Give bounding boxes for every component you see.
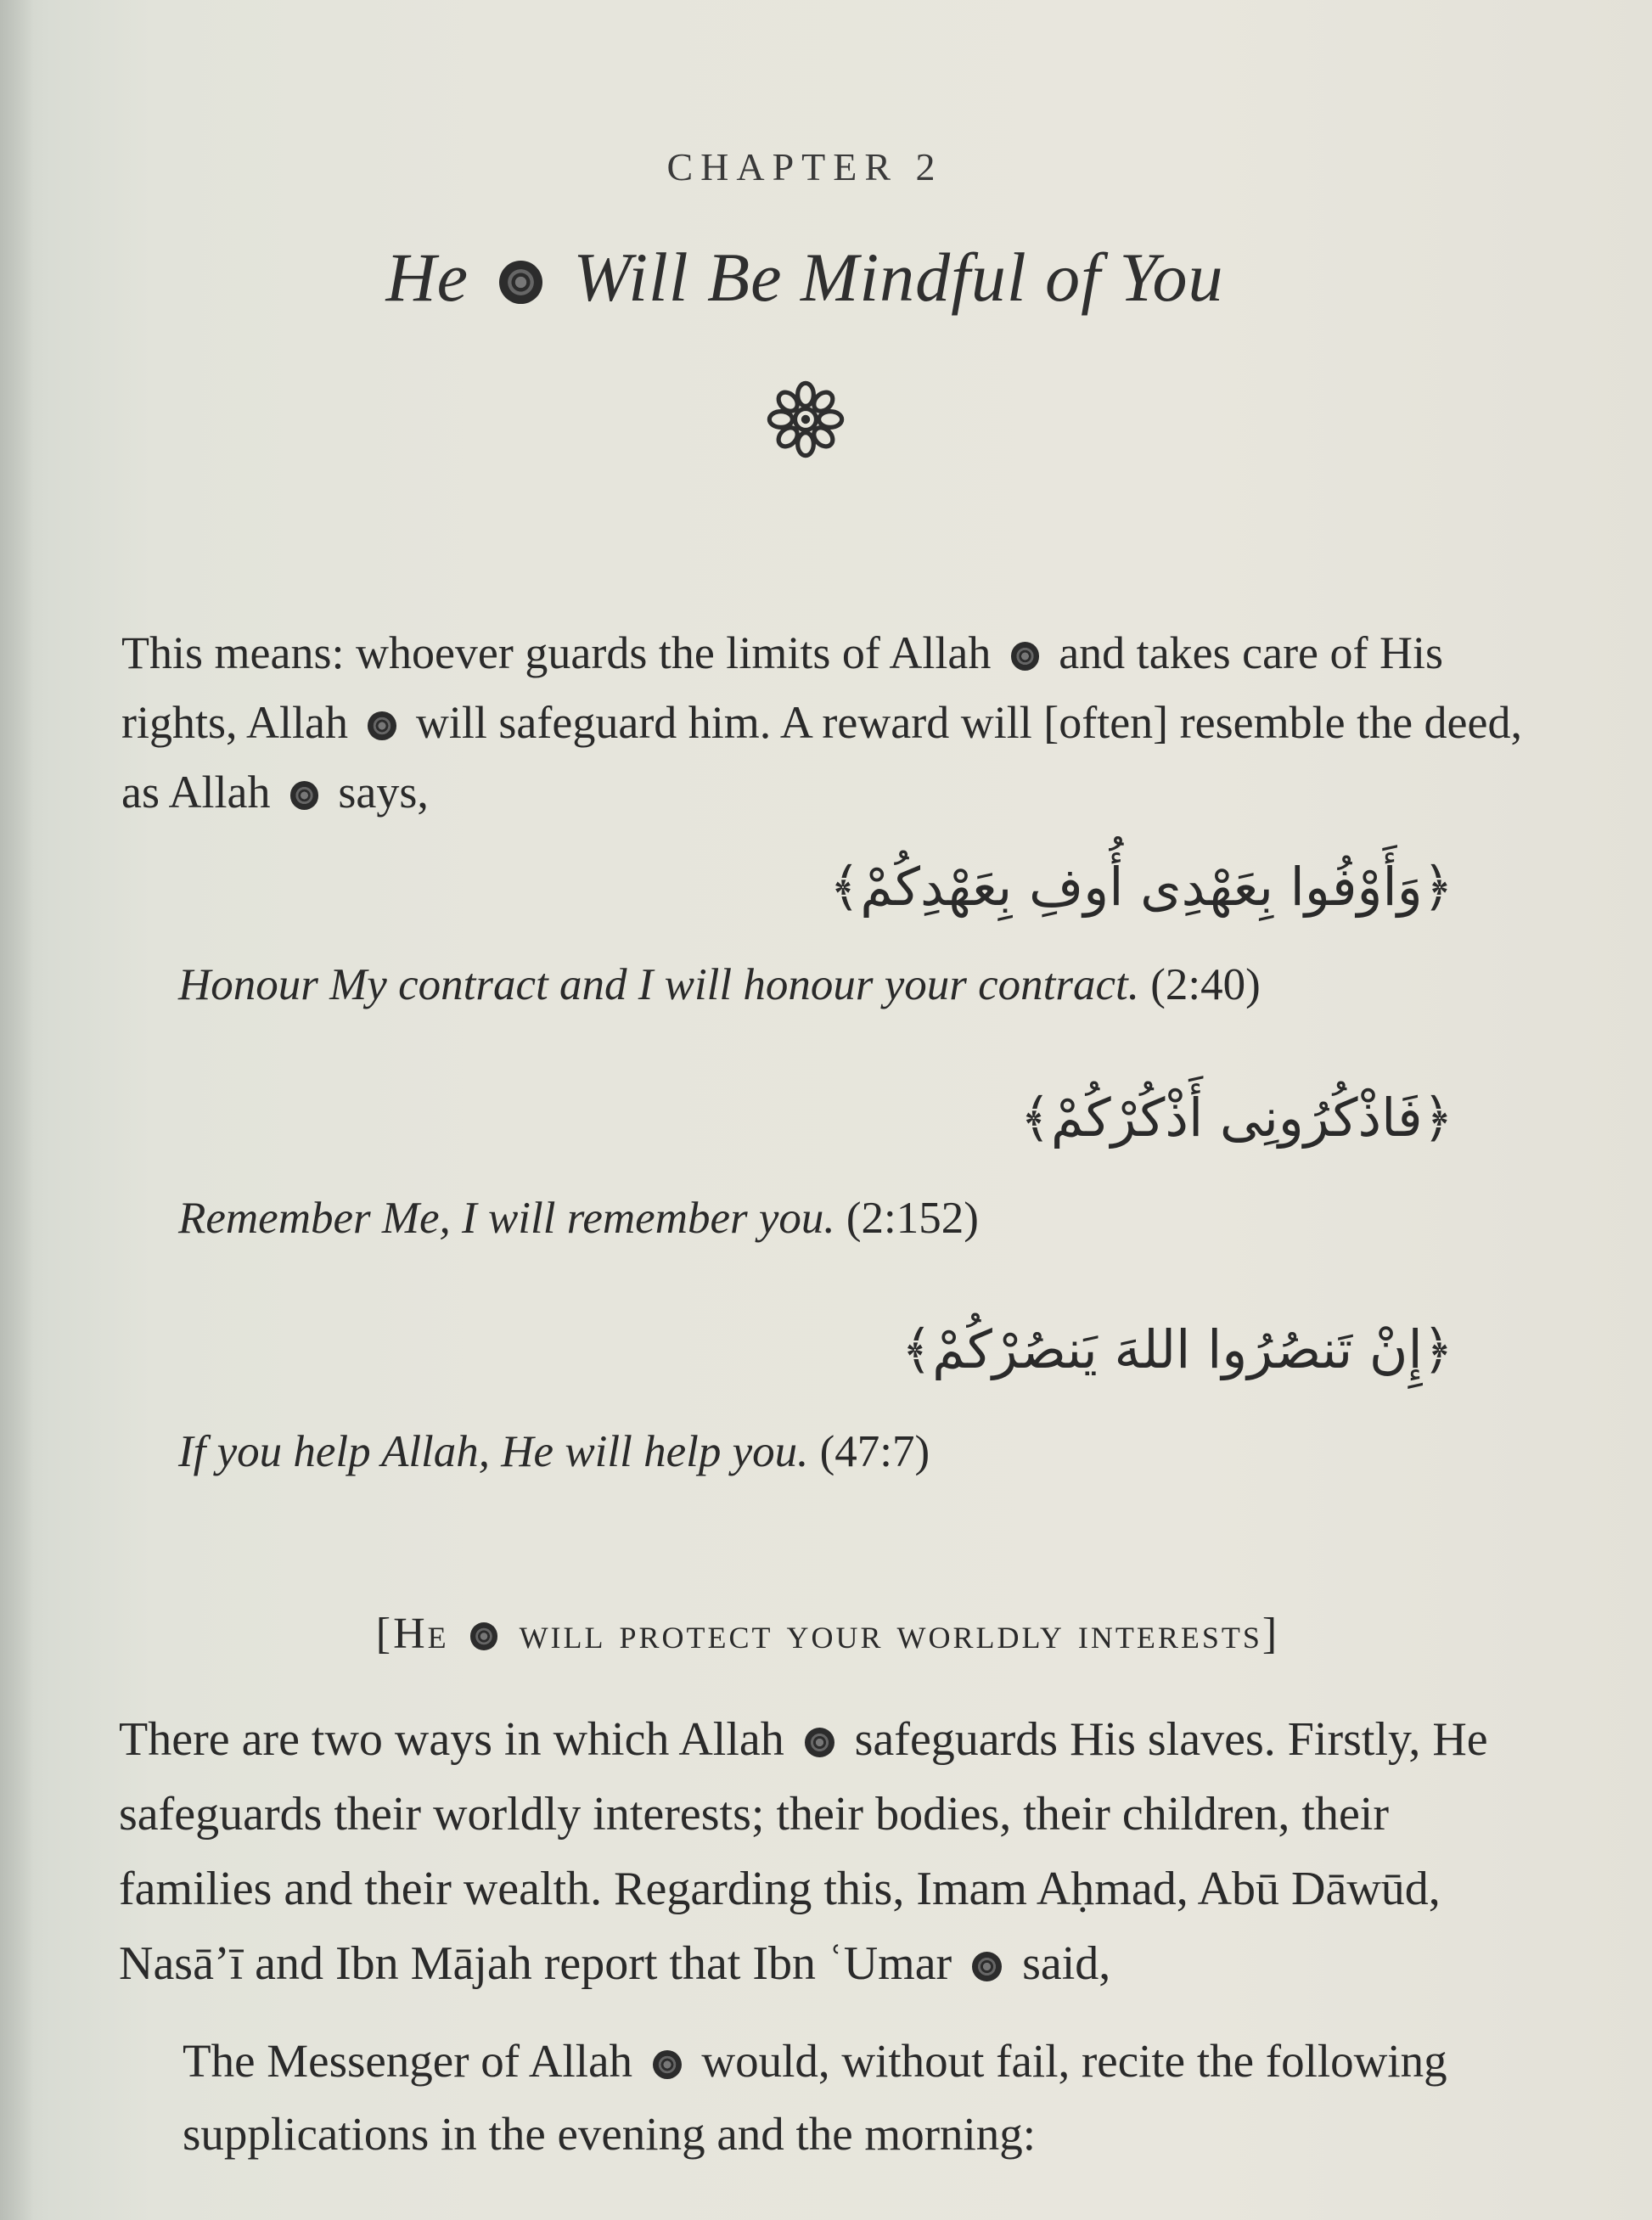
verse-translation xyxy=(178,959,1261,1010)
floral-ornament-icon xyxy=(761,375,850,464)
body-text-a: There are two ways in which Allah xyxy=(119,1713,784,1766)
body-text-c: said, xyxy=(1022,1937,1111,1990)
verse-translation-text: Honour My contract and I will honour your contract. xyxy=(178,960,1140,1009)
intro-text-b: and takes care of His rights, Allah xyxy=(121,627,1444,748)
intro-text-c: will safeguard him. A reward will [often] resemble the deed, as Allah xyxy=(121,697,1522,818)
verse-translation xyxy=(178,1426,930,1477)
honorific-seal-icon xyxy=(1011,642,1039,670)
honorific-seal-icon xyxy=(972,1952,1002,1981)
quote-text-a: The Messenger of Allah xyxy=(183,2035,632,2087)
verse-reference: (47:7) xyxy=(819,1427,930,1476)
verse-translation-text: Remember Me, I will remember you. xyxy=(178,1194,835,1243)
quote-text-b: would, without fail, recite the following supplications in the evening and the morning: xyxy=(183,2035,1447,2160)
verse-arabic: ﴿إِنْ تَنصُرُوا اللهَ يَنصُرْكُمْ﴾ xyxy=(901,1318,1453,1380)
intro-text-d: says, xyxy=(338,767,429,818)
subheading-part-1: [He xyxy=(375,1610,449,1658)
honorific-seal-icon xyxy=(653,2050,682,2079)
body-text-b: safeguards His slaves. Firstly, He safeguards their worldly interests; their bodies, their children, their families and their wealth. Regarding this, Imam Aḥmad, Abū Dāwūd, Nasā’ī and Ibn Mājah report that Ibn ʿUmar xyxy=(119,1713,1488,1990)
verse-reference: (2:152) xyxy=(846,1194,979,1243)
title-part-2: Will Be Mindful of You xyxy=(573,239,1224,316)
chapter-title xyxy=(0,238,1610,318)
body-paragraph xyxy=(119,1702,1545,2001)
subheading-part-2: will protect your worldly interests] xyxy=(519,1610,1280,1658)
verse-arabic: ﴿وَأَوْفُوا بِعَهْدِى أُوفِ بِعَهْدِكُمْ﴾ xyxy=(829,856,1453,918)
section-subheading xyxy=(0,1609,1652,1659)
verse-translation xyxy=(178,1193,979,1244)
quote-paragraph xyxy=(183,2025,1507,2171)
intro-paragraph xyxy=(121,618,1531,827)
honorific-seal-icon xyxy=(368,711,396,739)
title-part-1: He xyxy=(385,239,469,316)
honorific-seal-icon xyxy=(290,781,318,809)
honorific-seal-icon xyxy=(499,261,542,304)
verse-arabic: ﴿فَاذْكُرُونِى أَذْكُرْكُمْ﴾ xyxy=(1020,1087,1453,1149)
honorific-seal-icon xyxy=(805,1728,834,1757)
intro-text-a: This means: whoever guards the limits of Allah xyxy=(121,627,992,678)
verse-reference: (2:40) xyxy=(1150,960,1261,1009)
gutter-shadow xyxy=(0,0,34,2220)
honorific-seal-icon xyxy=(470,1622,497,1650)
chapter-label: CHAPTER 2 xyxy=(666,145,943,188)
verse-translation-text: If you help Allah, He will help you. xyxy=(178,1427,809,1476)
